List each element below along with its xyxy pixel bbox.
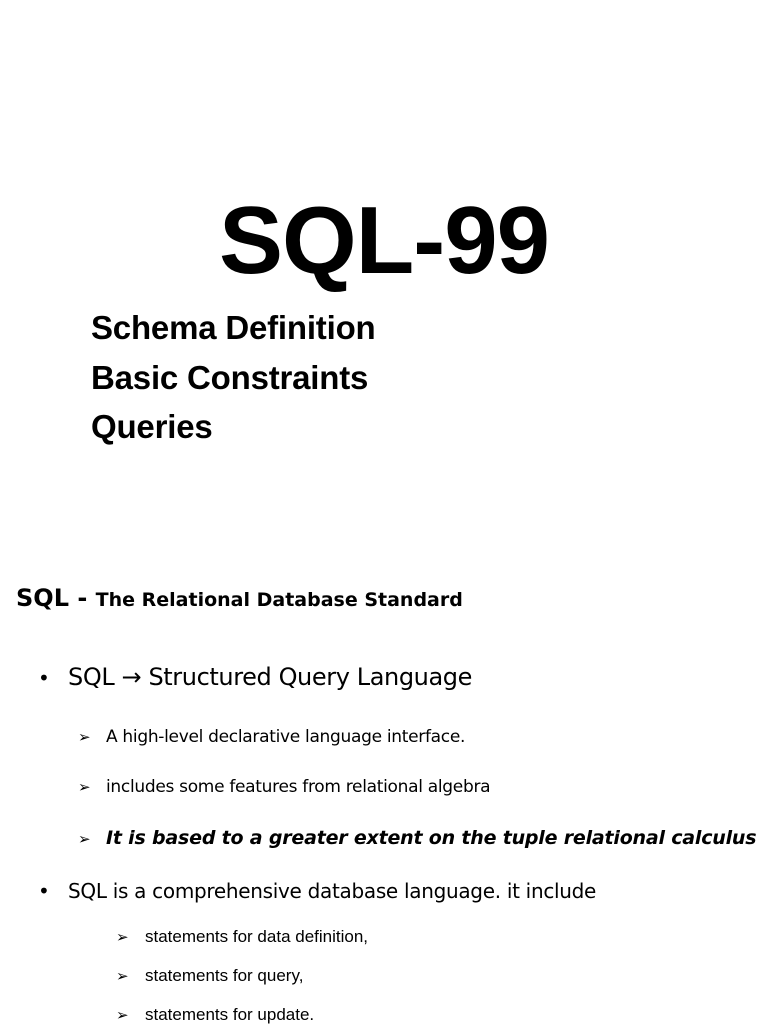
- sub-item-text: It is based to a greater extent on the tuple relational calculus: [106, 827, 757, 849]
- topic-list: [91, 303, 375, 452]
- section-heading: [16, 584, 463, 612]
- bullet-icon: •: [38, 879, 50, 903]
- sub-item-text: statements for update.: [145, 1005, 315, 1024]
- topic-item: Queries: [91, 408, 213, 445]
- arrow-bullet-icon: ➢: [78, 778, 91, 796]
- arrow-bullet-icon: ➢: [116, 1007, 129, 1024]
- sub-item-text: includes some features from relational algebra: [106, 777, 491, 797]
- bullet-text: SQL is a comprehensive database language. it include: [68, 879, 597, 903]
- document-title: SQL-99: [218, 187, 550, 294]
- arrow-bullet-icon: ➢: [78, 728, 91, 746]
- sub-item: [116, 966, 303, 986]
- topic-item: Basic Constraints: [91, 358, 369, 396]
- topic-item: Schema Definition: [91, 309, 376, 346]
- sub-item: [78, 727, 465, 747]
- arrow-bullet-icon: ➢: [116, 929, 129, 946]
- bullet-item: [38, 663, 472, 691]
- sub-item: [116, 927, 368, 947]
- sub-item: [78, 827, 756, 849]
- section-heading-prefix: SQL -: [16, 584, 96, 612]
- arrow-bullet-icon: ➢: [78, 830, 91, 848]
- sub-item-text: A high-level declarative language interface.: [106, 727, 466, 747]
- arrow-bullet-icon: ➢: [116, 968, 129, 985]
- bullet-item: [38, 879, 596, 903]
- sub-item: [78, 777, 490, 797]
- bullet-text: SQL → Structured Query Language: [68, 663, 472, 691]
- bullet-icon: •: [38, 666, 50, 690]
- sub-item-text: statements for data definition,: [145, 927, 369, 946]
- sub-item-text: statements for query,: [145, 966, 304, 985]
- sub-item: [116, 1005, 314, 1025]
- section-heading-title: The Relational Database Standard: [95, 589, 463, 611]
